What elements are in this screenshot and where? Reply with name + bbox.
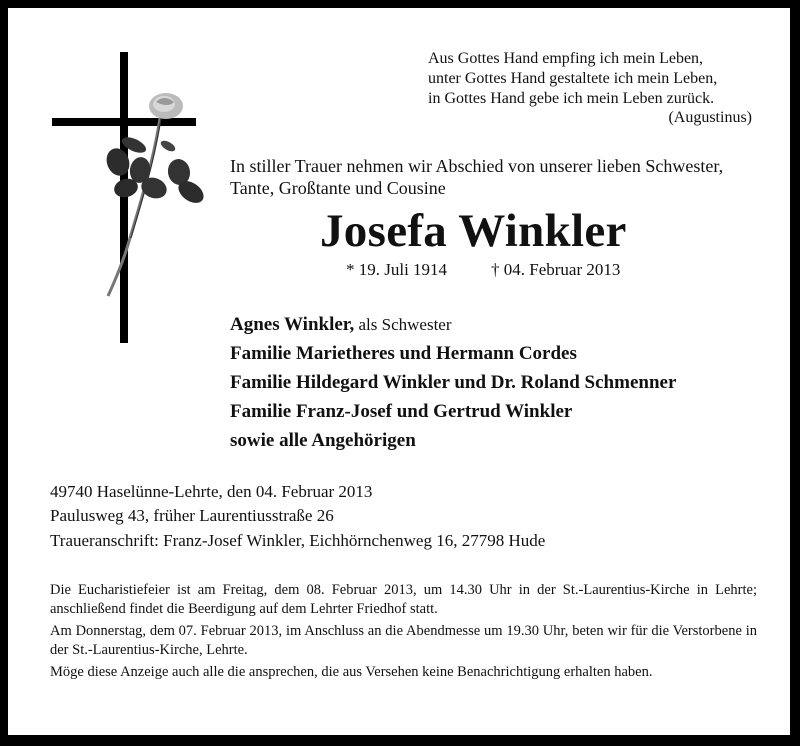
intro-text [230, 155, 723, 199]
street-address: Paulusweg 43, früher Laurentiusstraße 26 [50, 506, 334, 525]
quote [428, 49, 717, 109]
mourners-list [230, 310, 676, 455]
place-date: 49740 Haselünne-Lehrte, den 04. Februar 2013 [50, 482, 373, 501]
mourner-line: Familie Hildegard Winkler und Dr. Roland Schmenner [230, 372, 677, 393]
death-date: † 04. Februar 2013 [491, 260, 621, 279]
notice-funeral: Die Eucharistiefeier ist am Freitag, dem 08. Februar 2013, um 14.30 Uhr in der St.-Laurentius-Kirche in Lehrte; anschließend findet die Beerdigung auf dem Lehrter Friedhof statt. [50, 582, 757, 617]
rose-icon [68, 78, 208, 298]
quote-line: unter Gottes Hand gestaltete ich mein Leben, [428, 70, 718, 87]
mourning-address: Traueranschrift: Franz-Josef Winkler, Eichhörnchenweg 16, 27798 Hude [50, 531, 546, 550]
mourner-line: sowie alle Angehörigen [230, 430, 416, 451]
quote-line: Aus Gottes Hand empfing ich mein Leben, [428, 50, 704, 67]
intro-line: Tante, Großtante und Cousine [230, 178, 446, 198]
mourner-role: als Schwester [354, 315, 452, 334]
mourner-line: Familie Marietheres und Hermann Cordes [230, 343, 577, 364]
location-block [50, 480, 372, 528]
birth-date: * 19. Juli 1914 [346, 260, 448, 279]
notice-apology: Möge diese Anzeige auch alle die ansprechen, die aus Versehen keine Benachrichtigung erhalten haben. [50, 664, 653, 680]
quote-author: (Augustinus) [668, 109, 752, 126]
notice-prayer: Am Donnerstag, dem 07. Februar 2013, im Anschluss an die Abendmesse um 19.30 Uhr, beten wir für die Verstorbene in der St.-Laurentius-Kirche, Lehrte. [50, 623, 757, 658]
mourner-line [230, 310, 676, 339]
deceased-name: Josefa Winkler [320, 205, 627, 257]
intro-line: In stiller Trauer nehmen wir Abschied von unserer lieben Schwester, [230, 156, 724, 176]
mourner-name: Agnes Winkler, [230, 314, 355, 335]
mourner-line: Familie Franz-Josef und Gertrud Winkler [230, 401, 573, 422]
obituary-notice [8, 8, 790, 735]
quote-line: in Gottes Hand gebe ich mein Leben zurück. [428, 90, 715, 107]
